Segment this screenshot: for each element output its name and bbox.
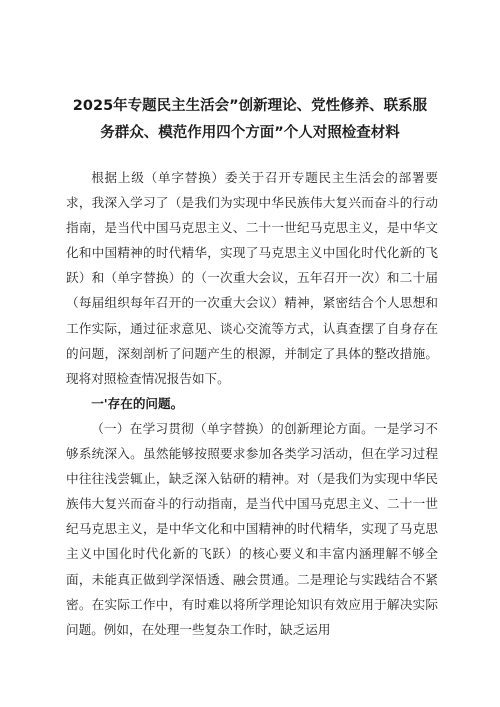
title-line-1: 2025年专题民主生活会”创新理论、党性修养、联系服 (72, 98, 428, 114)
title-line-2: 务群众、模范作用四个方面”个人对照检查材料 (100, 125, 400, 141)
intro-paragraph: 根据上级（单字替换）委关于召开专题民主生活会的部署要求，我深入学习了（是我们为实现中华民族伟大复兴而奋斗的行动指南，是当代中国马克思主义、二十一世纪马克思主义，是中华文化和中国精神的时代精华，实现了马克思主义中国化时代化新的飞跃）和（单字替换）的（一次重大会议，五年召开一次）和二十届（每届组织每年召开的一次重大会议）精神，紧密结合个人思想和工作实际，通过征求意见、谈心交流等方式，认真查摆了自身存在的问题，深刻剖析了问题产生的根源，并制定了具体的整改措施。现将对照检查情况报告如下。 (66, 170, 438, 386)
document-title (70, 93, 430, 147)
section-paragraph: （一）在学习贯彻（单字替换）的创新理论方面。一是学习不够系统深入。虽然能够按照要求参加各类学习活动，但在学习过程中往往浅尝辄止，缺乏深入钻研的精神。对（是我们为实现中华民族伟大复兴而奋斗的行动指南，是当代中国马克思主义、二十一世纪马克思主义，是中华文化和中国精神的时代精华，实现了马克思主义中国化时代化新的飞跃）的核心要义和丰富内涵理解不够全面，未能真正做到学深悟透、融会贯通。二是理论与实践结合不紧密。在实际工作中，有时难以将所学理论知识有效应用于解决实际问题。例如，在处理一些复杂工作时，缺乏运用 (66, 420, 438, 637)
section-heading: 一'存在的问题。 (91, 395, 184, 411)
document-body (66, 165, 438, 642)
